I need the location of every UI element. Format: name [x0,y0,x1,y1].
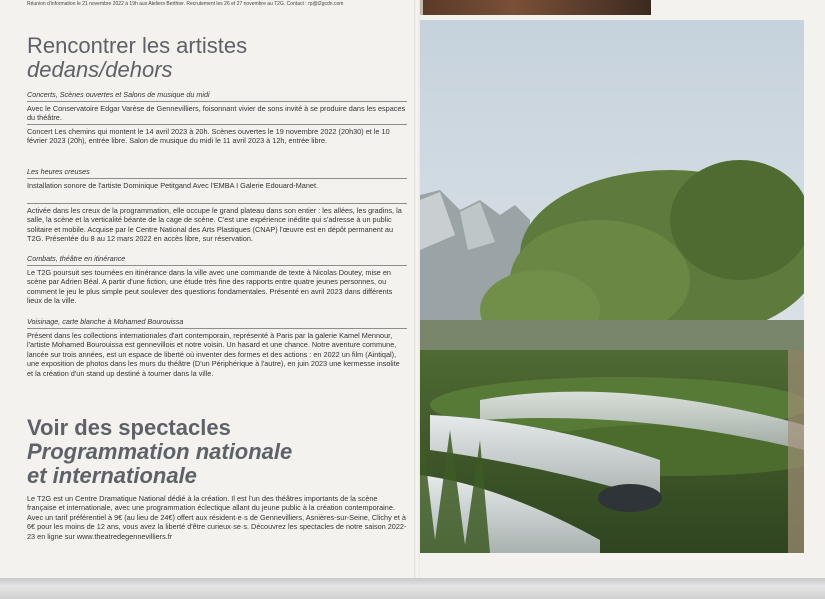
rencontre-title: Rencontrer les artistes [27,33,248,58]
heures-description: Activée dans les creux de la programmation, elle occupe le grand plateau dans son entier : les allées, les gradins, la salle, la scène et la verticalité béante de la cage de scène. C'est une expérience inédite qui s'adresse à un public solitaire et mobile. Acquise par le Centre National des Arts Plastiques (CNAP) l'œuvre est en dépôt permanent au T2G. Présentée du 8 au 12 mars 2022 en accès libre, sur réservation. [27,206,402,244]
top-photo-fragment [423,0,651,15]
heures-label: Les heures creuses [27,167,90,176]
voir-description: Le T2G est un Centre Dramatique National dédié à la création. Il est l'un des théâtres importants de la scène française et internationale, avec une programmation éclectique allant du jeune public à la création contemporaine. Avec un tarif préférentiel à 9€ (au lieu de 24€) offert aux résident·e·s de Gennevilliers, Asnières-sur-Seine, Clichy et à 6€ pour les moins de 12 ans, vous avez la liberté d'être curieux·se·s. Découvrez les spectacles de notre saison 2022-23 en ligne sur www.theatredegennevilliers.fr [27,494,407,541]
rencontre-subtitle: dedans/dehors [27,57,173,82]
garden-illustration [420,20,804,553]
divider [27,101,407,102]
divider [27,328,407,329]
garden-photo [420,20,804,553]
divider [27,203,407,204]
concerts-intro: Avec le Conservatoire Edgar Varèse de Gennevilliers, foisonnant vivier de sons invité à se produire dans les espaces du théâtre. [27,104,406,123]
voir-subtitle-1: Programmation nationale [27,439,293,464]
combats-label: Combats, théâtre en itinérance [27,254,126,263]
top-note: Réunion d'information le 21 novembre 2022 à 19h aux Ateliers Berthier. Recrutement les 26 et 27 novembre au T2G. Contact : rp@t2gcdn.com [27,1,344,7]
voisinage-description: Présent dans les collections internationales d'art contemporain, représenté à Paris par la galerie Kamel Mennour, l'artiste Mohamed Bourouissa est gennevillois et notre voisin. Un hasard et une chance. Notre aventure commune, lancée sur trois années, est un espace de liberté où inventer des formes et des actions : en 2022 un film (Aintiqal), une exposition de photos dans les murs du théâtre (D'un Périphérique à l'autre), en juin 2023 une kermesse insolite et la création d'un stand up destiné à tourner dans la ville. [27,331,400,378]
heures-credit: Installation sonore de l'artiste Dominique Petitgand Avec l'EMBA I Galerie Edouard-Manet. [27,181,319,190]
divider [27,178,407,179]
scan-edge [0,578,825,599]
concerts-dates: Concert Les chemins qui montent le 14 avril 2023 à 20h. Scènes ouvertes le 19 novembre 2022 (20h30) et le 10 février 2023 (20h), entrée libre. Salon de musique du midi le 11 avril 2023 à 12h, entrée libre. [27,127,390,146]
combats-description: Le T2G poursuit ses tournées en itinérance dans la ville avec une commande de texte à Nicolas Doutey, mise en scène par Adrien Béal. A partir d'une fiction, une étude très fine des rapports entre quatre jeunes personnes, ou comment le jeu le plus simple peut soulever des questions fondamentales. Présenté en avril 2023 dans différents lieux de la ville. [27,268,393,306]
divider [27,124,407,125]
rencontre-heading [27,34,247,82]
concerts-label: Concerts, Scènes ouvertes et Salons de musique du midi [27,90,210,99]
divider [27,265,407,266]
voir-subtitle-2: et internationale [27,463,197,488]
voir-title: Voir des spectacles [27,415,231,440]
voisinage-label: Voisinage, carte blanche à Mohamed Bourouissa [27,317,184,326]
voir-heading [27,416,292,488]
